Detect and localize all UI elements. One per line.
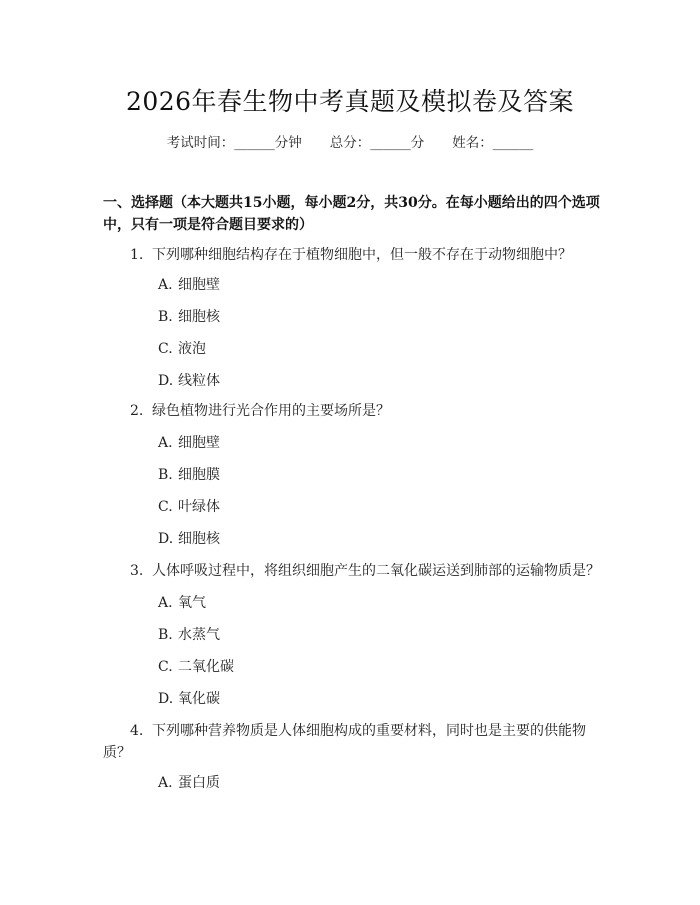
question-1-option-a [158,275,220,295]
option-letter: D. [158,373,174,389]
option-text: 细胞膜 [178,467,220,483]
option-letter: C. [158,499,173,515]
option-text: 水蒸气 [178,627,220,643]
question-1 [103,244,603,266]
question-4 [103,720,603,764]
option-text: 细胞壁 [178,435,220,451]
exam-info-line [0,131,700,151]
option-text: 叶绿体 [178,499,220,515]
question-1-option-d [158,371,220,391]
question-1-option-b [158,307,220,327]
question-4-option-a [158,773,220,793]
question-3-option-d [158,689,220,709]
option-letter: A. [158,775,173,791]
option-text: 氧化碳 [178,691,220,707]
question-1-option-c [158,339,206,359]
question-2 [103,400,603,422]
question-2-option-a [158,433,220,453]
question-3-option-b [158,625,220,645]
question-3-option-c [158,657,234,677]
option-text: 氧气 [178,595,206,611]
question-number: 3. [130,563,144,579]
question-2-option-d [158,529,220,549]
question-number: 1. [130,247,144,263]
option-letter: D. [158,691,174,707]
option-text: 细胞核 [178,531,220,547]
question-3 [103,560,603,582]
option-letter: B. [158,467,173,483]
question-2-option-c [158,497,220,517]
option-letter: B. [158,627,173,643]
option-text: 液泡 [178,341,206,357]
option-letter: A. [158,435,173,451]
option-letter: D. [158,531,174,547]
option-letter: C. [158,659,173,675]
total-score-field: 总分：______分 [329,135,425,151]
exam-time-field: 考试时间：______分钟 [166,135,302,151]
question-2-option-b [158,465,220,485]
question-text: 下列哪种营养物质是人体细胞构成的重要材料，同时也是主要的供能物质？ [103,723,586,761]
question-number: 4. [130,723,144,739]
question-3-option-a [158,593,206,613]
option-text: 线粒体 [178,373,220,389]
option-letter: B. [158,309,173,325]
page-title: 2026年春生物中考真题及模拟卷及答案 [125,87,575,116]
question-number: 2. [130,403,144,419]
option-letter: A. [158,595,173,611]
question-text: 人体呼吸过程中，将组织细胞产生的二氧化碳运送到肺部的运输物质是？ [152,563,600,579]
question-text: 下列哪种细胞结构存在于植物细胞中，但一般不存在于动物细胞中？ [152,247,572,263]
option-text: 细胞壁 [178,277,220,293]
student-name-field: 姓名：______ [452,135,534,151]
question-text: 绿色植物进行光合作用的主要场所是？ [152,403,390,419]
option-text: 二氧化碳 [178,659,234,675]
option-text: 细胞核 [178,309,220,325]
option-text: 蛋白质 [178,775,220,791]
option-letter: A. [158,277,173,293]
section-heading: 一、选择题（本大题共15小题，每小题2分，共30分。在每小题给出的四个选项中，只有一项是符合题目要求的） [103,195,600,233]
option-letter: C. [158,341,173,357]
